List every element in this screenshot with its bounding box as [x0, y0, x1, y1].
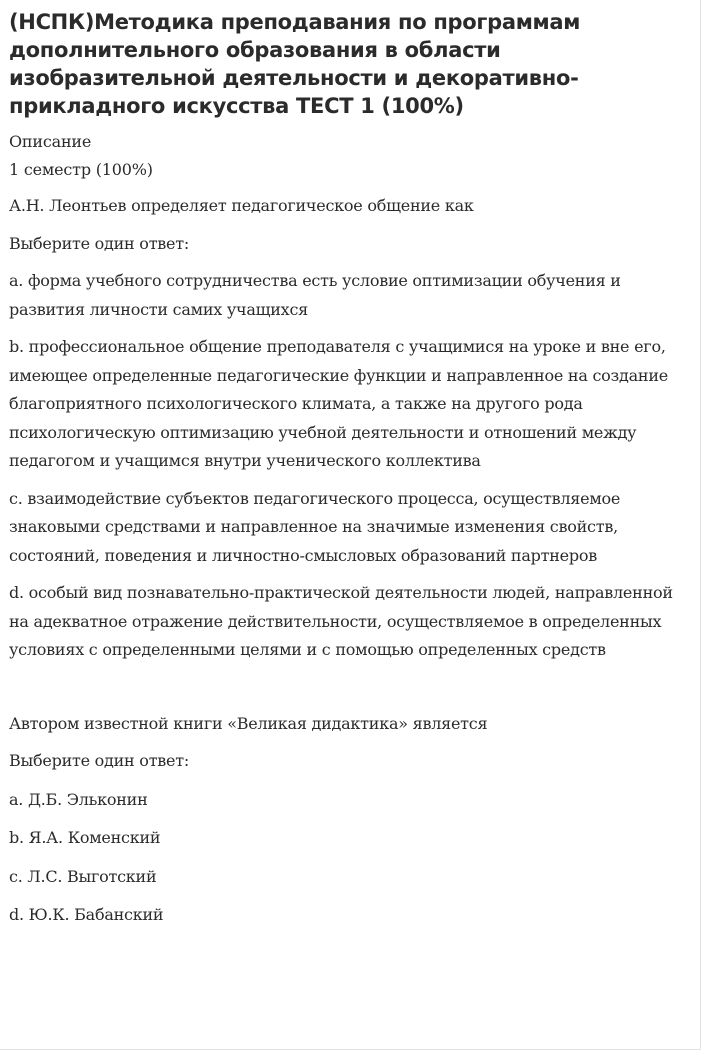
answer-option-b: b. Я.А. Коменский	[9, 828, 161, 847]
description-value: 1 семестр (100%)	[9, 160, 153, 179]
document-page	[9, 0, 697, 930]
answer-option-a: a. форма учебного сотрудничества есть условие оптимизации обучения и развития личности самих учащихся	[9, 271, 621, 319]
answer-hint: Выберите один ответ:	[9, 751, 190, 770]
question-2	[9, 710, 697, 930]
question-text: Автором известной книги «Великая дидактика» является	[9, 713, 488, 733]
description-label: Описание	[9, 132, 92, 151]
answer-option-b: b. профессиональное общение преподавателя с учащимися на уроке и вне его, имеющее определенные педагогические функции и направленное на создание благоприятного психологического климата, а также на другого рода психологическую оптимизацию учебной деятельности и отношений между педагогом и учащимся внутри ученического коллектива	[9, 337, 668, 470]
answer-hint: Выберите один ответ:	[9, 233, 190, 253]
answer-option-c: c. Л.С. Выготский	[9, 866, 157, 886]
answer-option-a: a. Д.Б. Эльконин	[9, 789, 148, 809]
description-block	[9, 128, 697, 184]
question-text: А.Н. Леонтьев определяет педагогическое общение как	[9, 196, 474, 215]
answer-option-d: d. особый вид познавательно-практической деятельности людей, направленной на адекватное отражение действительности, осуществляемое в определенных условиях с определенными целями и с помощью определенных средств	[9, 583, 673, 659]
document-title: (НСПК)Методика преподавания по программам дополнительного образования в области изобразительной деятельности и декоративно-прикладного искусства ТЕСТ 1 (100%)	[9, 10, 581, 118]
answer-option-c: c. взаимодействие субъектов педагогического процесса, осуществляемое знаковыми средствами и направленное на значимые изменения свойств, состояний, поведения и личностно-смысловых образований партнеров	[9, 488, 621, 565]
answer-option-d: d. Ю.К. Бабанский	[9, 905, 164, 924]
question-1	[9, 192, 697, 665]
